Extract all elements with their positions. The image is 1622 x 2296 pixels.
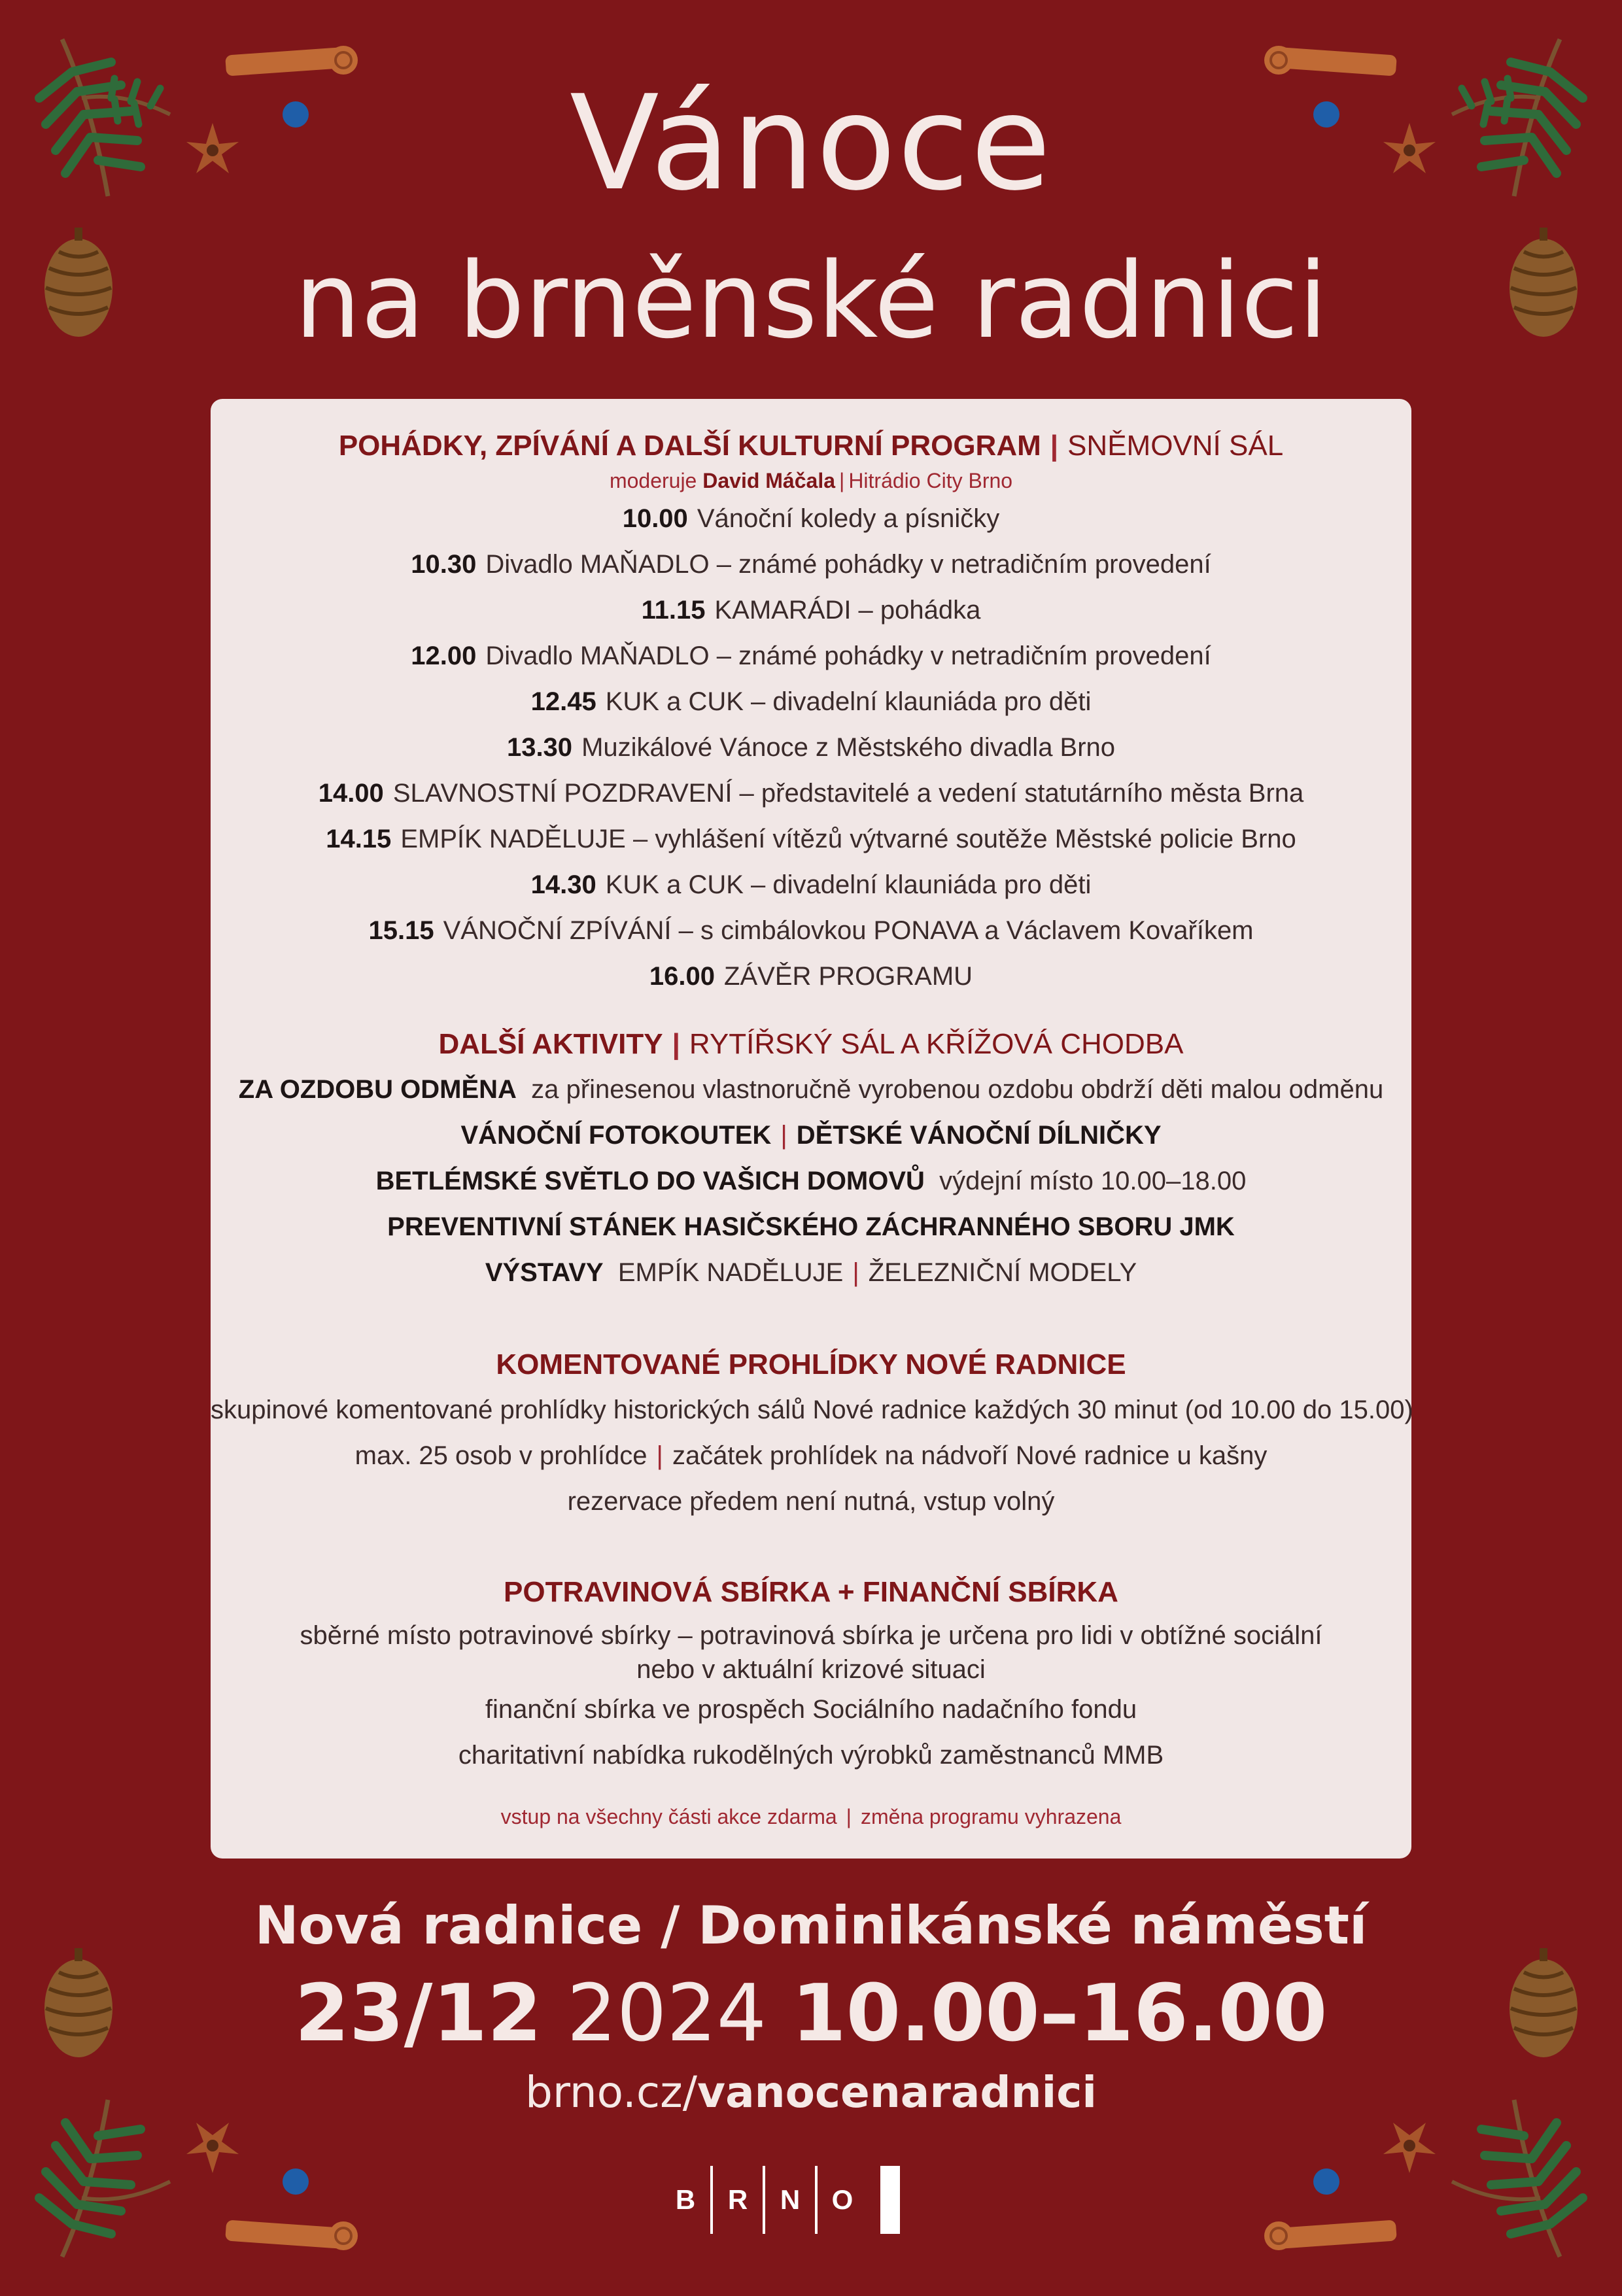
program-item: [211, 862, 1411, 908]
activities-section: [211, 1025, 1411, 1295]
program-item-text: ZÁVĚR PROGRAMU: [724, 962, 973, 991]
star-anise-icon: [1383, 2123, 1436, 2173]
pine-branch-icon: [1452, 2100, 1583, 2257]
tours-line: max. 25 osob v prohlídce | začátek prohlídek na nádvoří Nové radnice u kašny: [354, 1441, 1268, 1470]
program-item-text: EMPÍK NADĚLUJE – vyhlášení vítězů výtvarné soutěže Městské policie Brno: [400, 825, 1296, 853]
program-item: [211, 541, 1411, 587]
blueberry-icon: [1313, 2168, 1339, 2195]
program-item-time: 16.00: [649, 962, 716, 991]
footnote: vstup na všechny části akce zdarma | změna programu vyhrazena: [500, 1805, 1122, 1828]
program-item-time: 14.15: [326, 825, 392, 853]
tours-line: skupinové komentované prohlídky historických sálů Nové radnice každých 30 minut (od 10.00 do 15.00): [211, 1396, 1413, 1424]
program-item-time: 15.15: [368, 916, 434, 945]
activities-location: RYTÍŘSKÝ SÁL A KŘÍŽOVÁ CHODBA: [689, 1028, 1184, 1060]
brno-logo: B R N O: [661, 2166, 900, 2234]
program-item-time: 14.00: [318, 779, 384, 808]
activity-row: BETLÉMSKÉ SVĚTLO DO VAŠICH DOMOVŮ výdejní místo 10.00–18.00: [375, 1167, 1247, 1195]
program-section: [211, 426, 1411, 999]
program-item-text: KUK a CUK – divadelní klauniáda pro děti: [605, 870, 1092, 899]
program-item-time: 13.30: [506, 733, 573, 762]
program-item: [211, 679, 1411, 725]
program-item-time: 12.00: [411, 642, 477, 670]
program-item: [211, 953, 1411, 999]
program-list: [211, 496, 1411, 999]
activity-row: ZA OZDOBU ODMĚNA za přinesenou vlastnoručně vyrobenou ozdobu obdrží děti malou odměnu: [238, 1075, 1384, 1104]
tours-heading: KOMENTOVANÉ PROHLÍDKY NOVÉ RADNICE: [496, 1348, 1126, 1380]
tours-line: rezervace předem není nutná, vstup volný: [567, 1487, 1055, 1516]
activity-row: PREVENTIVNÍ STÁNEK HASIČSKÉHO ZÁCHRANNÉHO SBORU JMK: [387, 1212, 1235, 1241]
program-item-text: KUK a CUK – divadelní klauniáda pro děti: [605, 687, 1092, 716]
program-item-time: 11.15: [641, 596, 706, 625]
collection-line: finanční sbírka ve prospěch Sociálního nadačního fondu: [485, 1695, 1137, 1724]
program-item: [211, 816, 1411, 862]
cinnamon-stick-icon: [225, 2219, 358, 2250]
moderator-line: moderuje David Máčala | Hitrádio City Brno: [609, 469, 1013, 492]
page-subtitle: na brněnské radnici: [294, 239, 1328, 362]
activity-row: VÁNOČNÍ FOTOKOUTEK | DĚTSKÉ VÁNOČNÍ DÍLNIČKY: [460, 1121, 1162, 1150]
pine-branch-icon: [39, 2100, 170, 2257]
program-panel: [211, 399, 1411, 1859]
program-item: [211, 633, 1411, 679]
activities-heading: DALŠÍ AKTIVITY | RYTÍŘSKÝ SÁL A KŘÍŽOVÁ CHODBA: [438, 1028, 1184, 1060]
collection-line: charitativní nabídka rukodělných výrobků zaměstnanců MMB: [458, 1741, 1164, 1770]
program-item: [211, 770, 1411, 816]
program-item: [211, 496, 1411, 541]
program-item: [211, 908, 1411, 953]
moderator-name: David Máčala: [702, 469, 835, 492]
program-item: [211, 725, 1411, 770]
program-item-text: Divadlo MAŇADLO – známé pohádky v netradičním provedení: [485, 642, 1211, 670]
cinnamon-stick-icon: [1264, 2219, 1397, 2250]
event-place: Nová radnice / Dominikánské náměstí: [254, 1895, 1368, 1956]
tours-section: [211, 1345, 1411, 1524]
program-item-text: KAMARÁDI – pohádka: [714, 596, 981, 625]
collection-heading: POTRAVINOVÁ SBÍRKA + FINANČNÍ SBÍRKA: [504, 1576, 1118, 1608]
program-item-time: 10.00: [622, 504, 688, 533]
activity-row: VÝSTAVY EMPÍK NADĚLUJE | ŽELEZNIČNÍ MODELY: [485, 1258, 1137, 1287]
program-item-text: Vánoční koledy a písničky: [697, 504, 1000, 533]
collection-section: [211, 1573, 1411, 1778]
collection-line: sběrné místo potravinové sbírky – potravinová sbírka je určena pro lidi v obtížné sociální: [300, 1621, 1322, 1650]
event-url[interactable]: brno.cz/vanocenaradnici: [525, 2067, 1097, 2117]
program-location: SNĚMOVNÍ SÁL: [1067, 430, 1284, 462]
program-item-time: 10.30: [411, 550, 477, 579]
program-item: [211, 587, 1411, 633]
program-item-text: Muzikálové Vánoce z Městského divadla Brno: [581, 733, 1116, 762]
program-item-text: SLAVNOSTNÍ POZDRAVENÍ – představitelé a vedení statutárního města Brna: [392, 779, 1304, 808]
program-item-text: VÁNOČNÍ ZPÍVÁNÍ – s cimbálovkou PONAVA a Václavem Kovaříkem: [443, 916, 1254, 945]
collection-line: nebo v aktuální krizové situaci: [636, 1655, 986, 1684]
event-date: 23/12 2024 10.00–16.00: [294, 1968, 1328, 2059]
blueberry-icon: [283, 2168, 309, 2195]
program-heading: POHÁDKY, ZPÍVÁNÍ A DALŠÍ KULTURNÍ PROGRAM | SNĚMOVNÍ SÁL: [338, 430, 1284, 462]
program-item-time: 12.45: [530, 687, 596, 716]
program-item-time: 14.30: [530, 870, 596, 899]
page-title: Vánoce: [570, 67, 1052, 220]
program-item-text: Divadlo MAŇADLO – známé pohádky v netradičním provedení: [485, 550, 1211, 579]
star-anise-icon: [186, 2123, 239, 2173]
